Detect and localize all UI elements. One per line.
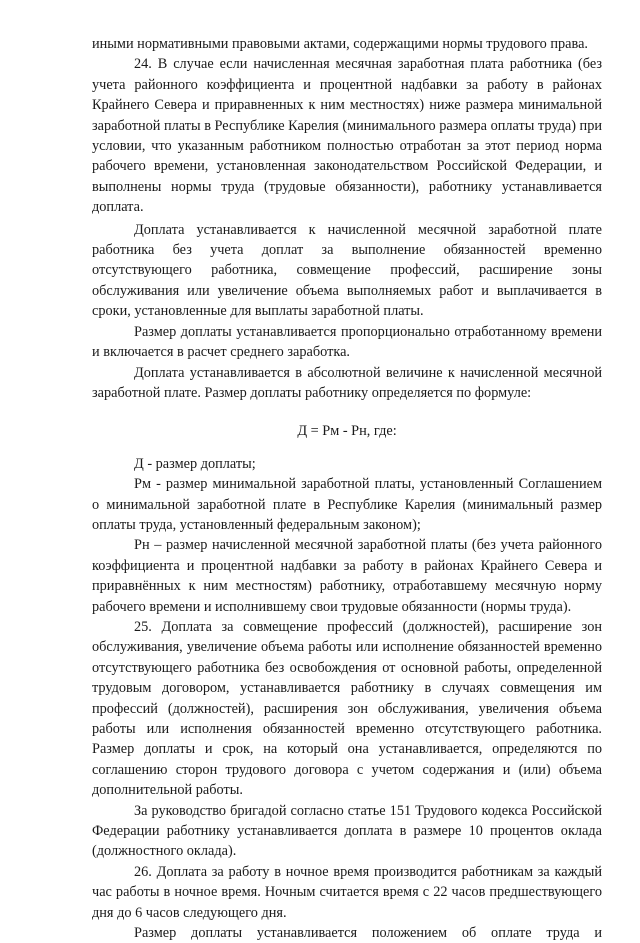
- paragraph-item-25: 25. Доплата за совмещение профессий (должностей), расширение зон обслуживания, увеличение объема работы или исполнение обязанностей временно отсутствующего работника без освобождения от основной работы, определенной трудовым договором, устанавливается работнику в случаях совмещения им профессий (должностей), расширения зон обслуживания, увеличения объема работы или исполнения обязанностей временно отсутствующего работника. Размер доплаты и срок, на который она устанавливается, определяются по соглашению сторон трудового договора с учетом содержания и (или) объема дополнительной работы.: [92, 618, 602, 799]
- paragraph-continuation: иными нормативными правовыми актами, содержащими нормы трудового права.: [92, 36, 588, 52]
- paragraph-night-pay-size: Размер доплаты устанавливается положением об оплате труда и: [134, 925, 602, 942]
- paragraph-doplata-absolute: Доплата устанавливается в абсолютной величине к начисленной месячной заработной плате. Размер доплаты работнику определяется по формуле:: [92, 364, 602, 401]
- paragraph-brigade: За руководство бригадой согласно статье 151 Трудового кодекса Российской Федерации работнику устанавливается доплата в размере 10 процентов оклада (должностного оклада).: [92, 802, 602, 860]
- definition-rm: Рм - размер минимальной заработной платы, установленный Соглашением о минимальной заработной плате в Республике Карелия (минимальный размер оплаты труда, установленный федеральным законом);: [92, 476, 602, 533]
- definition-d: Д - размер доплаты;: [134, 455, 256, 472]
- paragraph-doplata-proportional: Размер доплаты устанавливается пропорционально отработанному времени и включается в расчет среднего заработка.: [92, 323, 602, 361]
- paragraph-item-26: 26. Доплата за работу в ночное время производится работникам за каждый час работы в ночное время. Ночным считается время с 22 часов предшествующего дня до 6 часов следующего дня.: [92, 863, 602, 921]
- paragraph-doplata-basis: Доплата устанавливается к начисленной месячной заработной плате работника без учета доплат за выполнение обязанностей временно отсутствующего работника, совмещение профессий, расширение зоны обслуживания или увеличение объема выполняемых работ и выплачивается в сроки, установленные для выплаты заработной платы.: [92, 221, 602, 320]
- formula: Д = Рм - Рн, где:: [297, 423, 397, 440]
- paragraph-item-24: 24. В случае если начисленная месячная заработная плата работника (без учета районного коэффициента и процентной надбавки за работу в районах Крайнего Севера и приравненных к ним местностях) ниже размера минимальной заработной платы в Республике Карелия (минимального размера оплаты труда) при условии, что указанным работником полностью отработан за этот период норма рабочего времени, установленная законодательством Российской Федерации, и выполнены нормы труда (трудовые обязанности), работнику устанавливается доплата.: [92, 56, 602, 216]
- definition-rn: Рн – размер начисленной месячной заработной платы (без учета районного коэффициента и процентной надбавки за работу в районах Крайнего Севера и приравнённых к ним местностям) работнику, отработавшему месячную норму рабочего времени и исполнившему свои трудовые обязанности (нормы труда).: [92, 537, 602, 615]
